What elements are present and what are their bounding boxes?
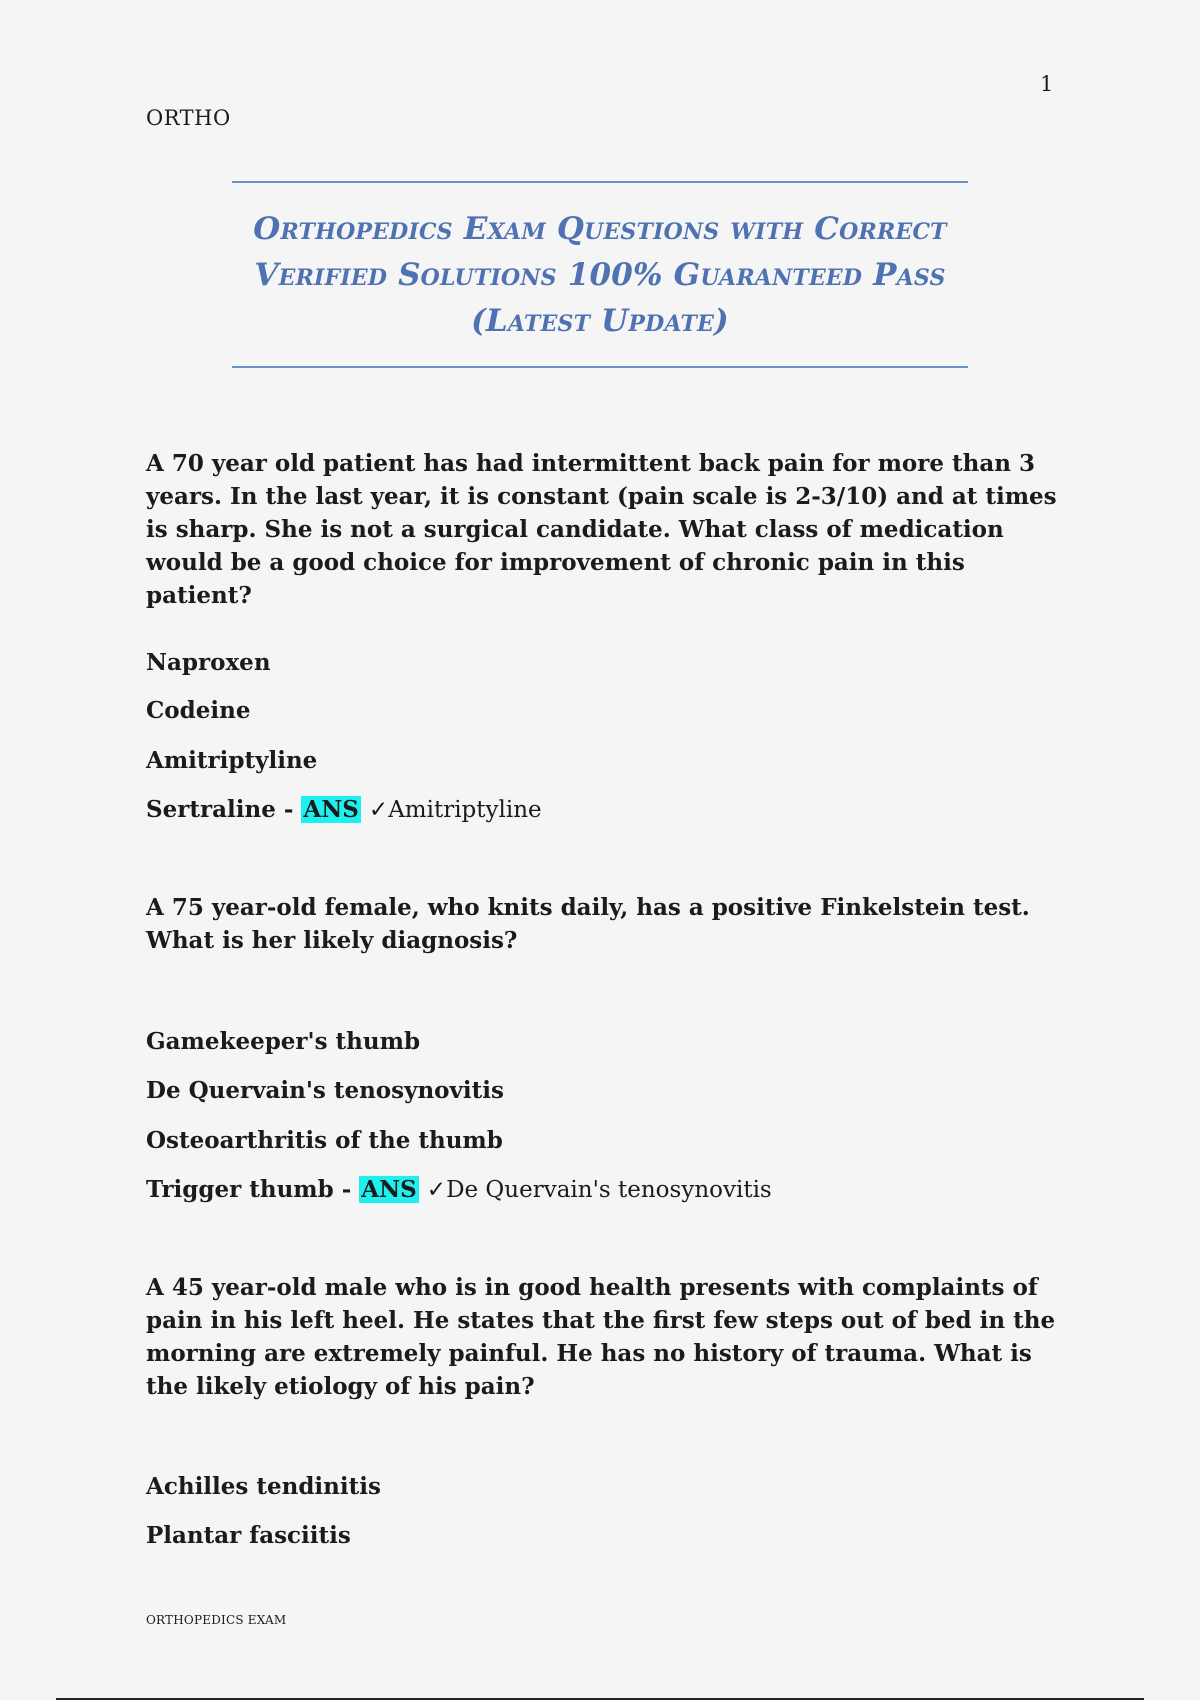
running-header: ORTHO — [146, 106, 231, 130]
option-q2-d — [146, 1174, 772, 1206]
option-q2-d-label: Trigger thumb - — [146, 1176, 360, 1203]
check-icon: ✓ — [368, 797, 389, 823]
title-line-1: Orthopedics Exam Questions with Correct — [253, 211, 947, 247]
option-q3-a: Achilles tendinitis — [146, 1473, 381, 1500]
option-q1-d-label: Sertraline - — [146, 796, 302, 823]
page-number: 1 — [1040, 72, 1054, 96]
running-footer: ORTHOPEDICS EXAM — [146, 1613, 287, 1627]
option-q1-a: Naproxen — [146, 649, 271, 676]
option-q2-b: De Quervain's tenosynovitis — [146, 1077, 504, 1104]
check-icon: ✓ — [426, 1177, 447, 1203]
answer-q1: Amitriptyline — [388, 797, 542, 823]
option-q2-c: Osteoarthritis of the thumb — [146, 1127, 503, 1154]
title-line-2: Verified Solutions 100% Guaranteed Pass — [254, 257, 946, 293]
ans-badge: ANS — [361, 1176, 417, 1203]
question-3: A 45 year-old male who is in good health presents with complaints of pain in his left heel. He states that the first few steps out of bed in the morning are extremely painful. He has no history of trauma. What is the likely etiology of his pain? — [146, 1274, 1056, 1400]
option-q2-a: Gamekeeper's thumb — [146, 1028, 421, 1055]
option-q1-d — [146, 794, 542, 826]
document-title — [232, 181, 968, 368]
option-q3-b: Plantar fasciitis — [146, 1522, 351, 1549]
option-q1-c: Amitriptyline — [146, 747, 318, 774]
answer-q2: De Quervain's tenosynovitis — [446, 1177, 772, 1203]
option-q1-b: Codeine — [146, 697, 251, 724]
title-line-3: (Latest Update) — [471, 303, 729, 339]
ans-badge: ANS — [303, 796, 359, 823]
question-1: A 70 year old patient has had intermittent back pain for more than 3 years. In the last year, it is constant (pain scale is 2-3/10) and at times is sharp. She is not a surgical candidate. What class of medication would be a good choice for improvement of chronic pain in this patient? — [146, 450, 1057, 609]
question-2: A 75 year-old female, who knits daily, has a positive Finkelstein test. What is her likely diagnosis? — [146, 894, 1030, 954]
